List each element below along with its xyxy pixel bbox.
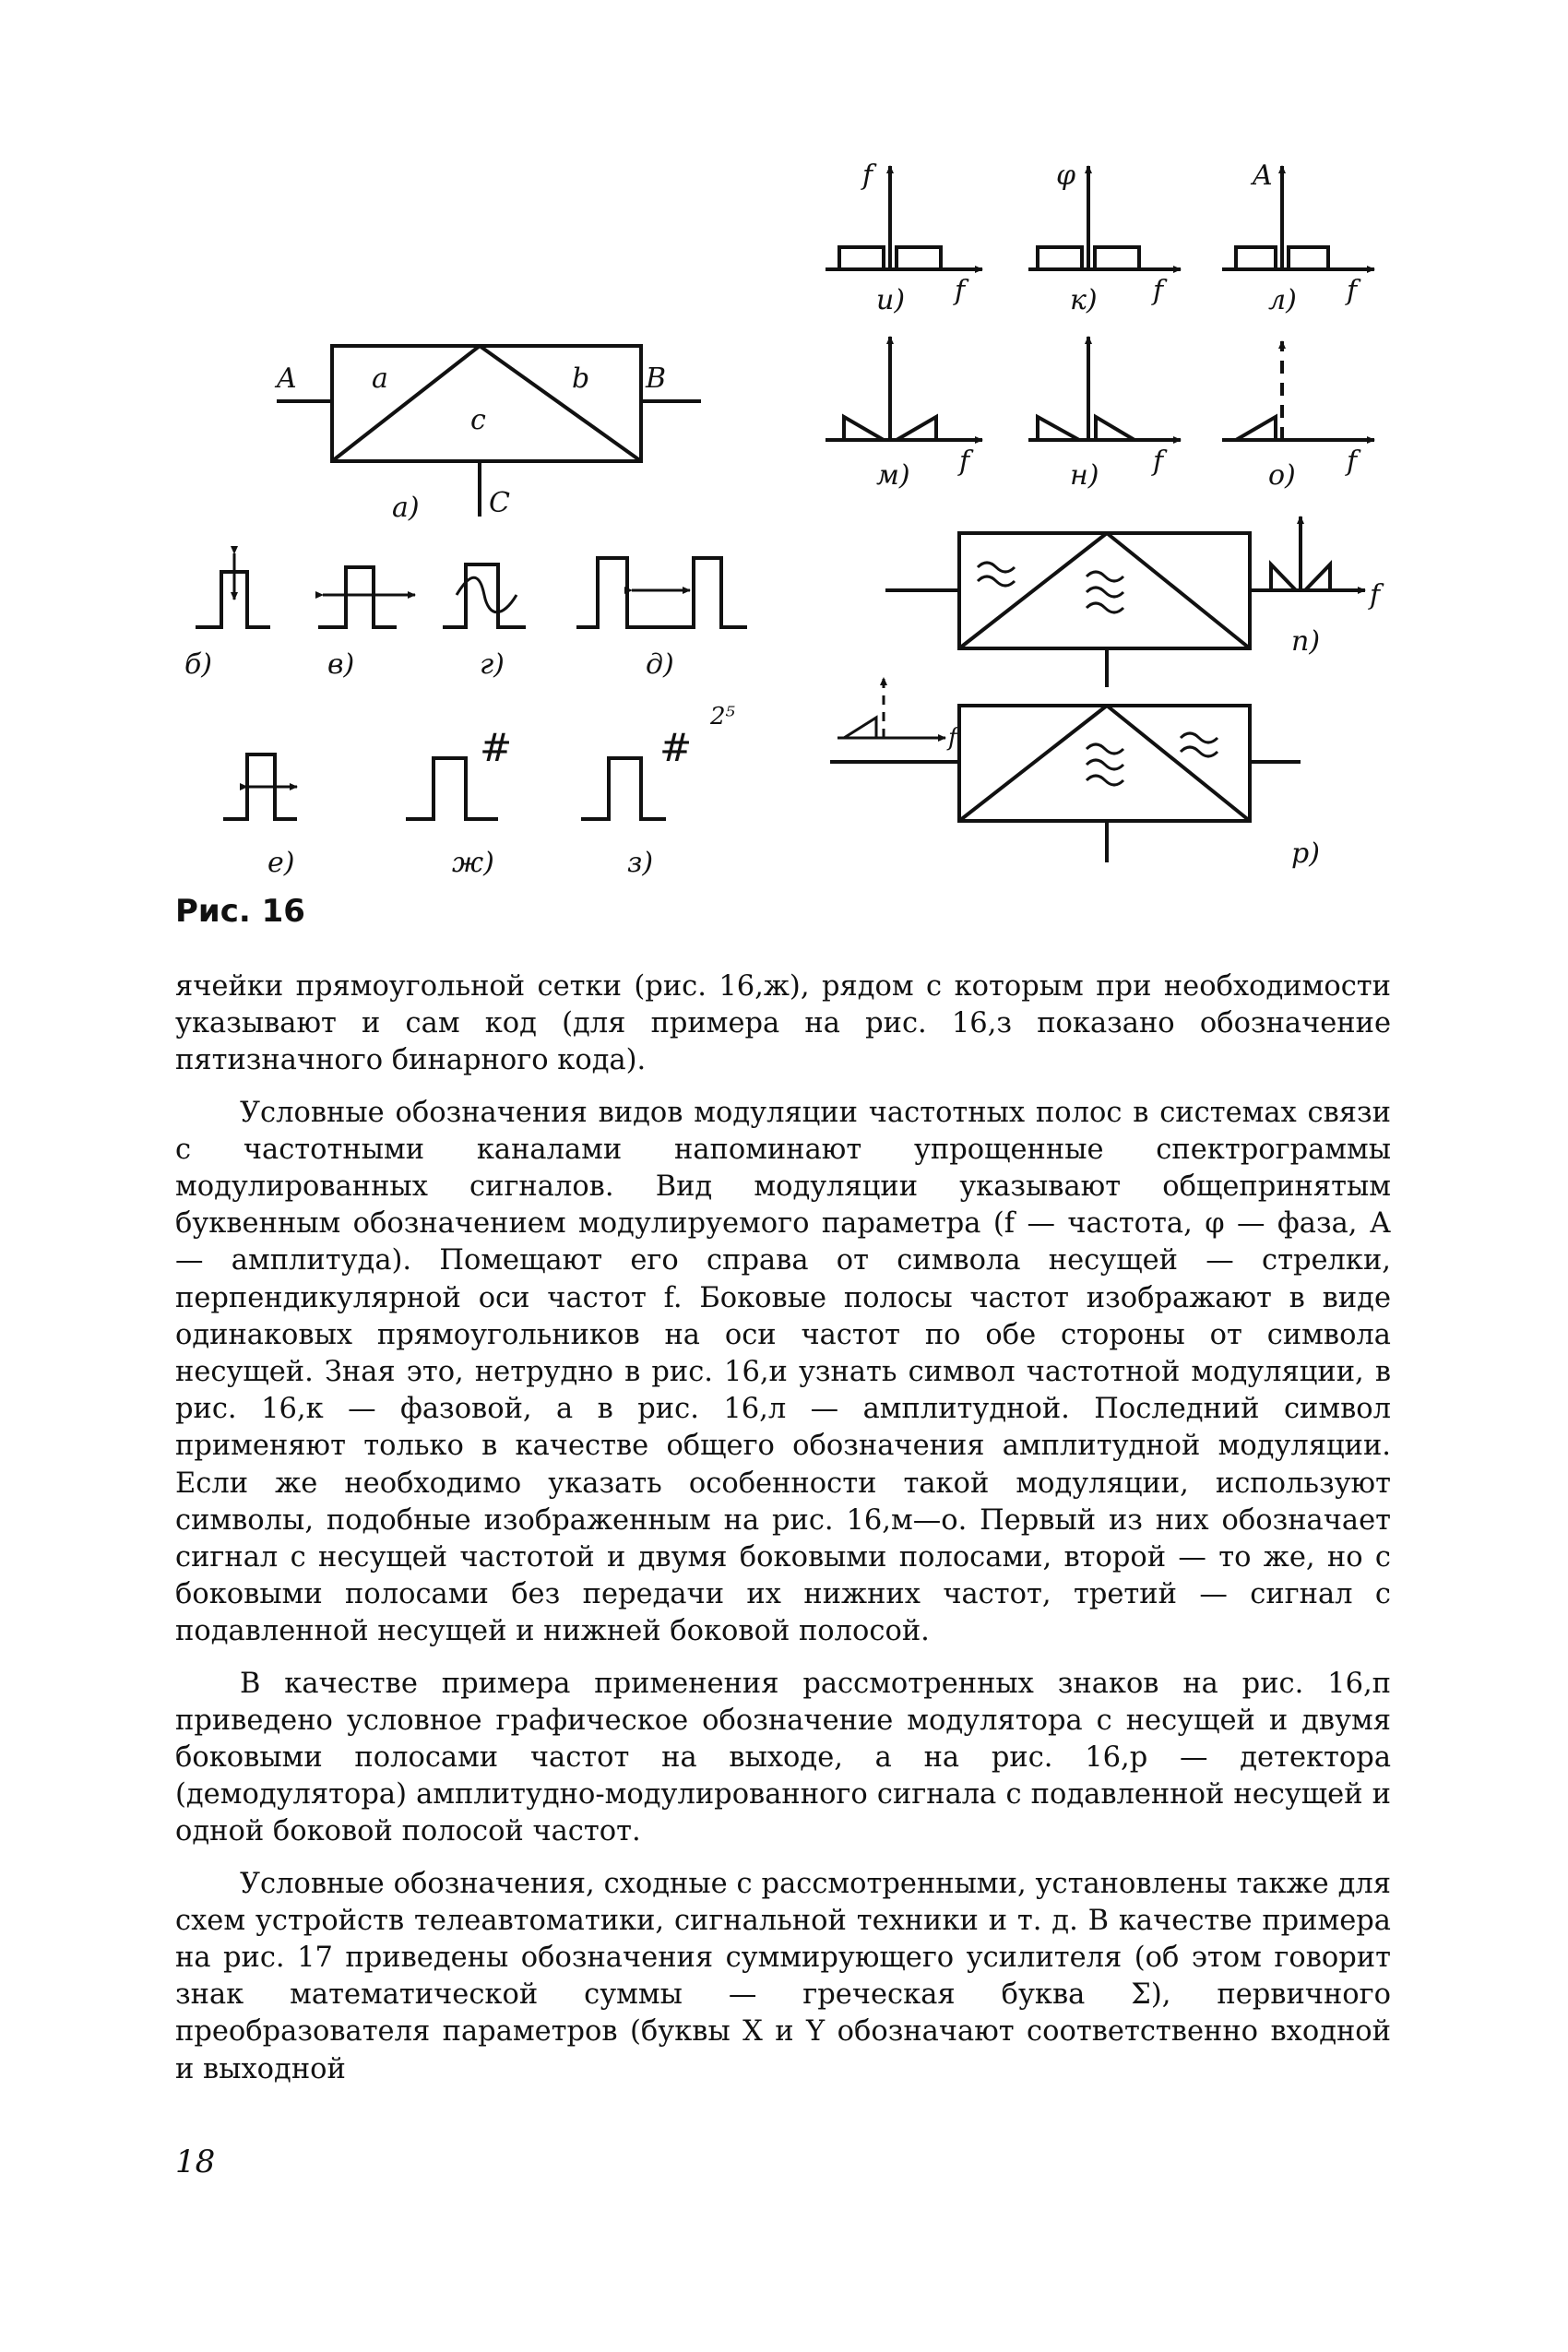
label-v: в) <box>327 648 355 681</box>
pulse-symbol-g <box>443 564 526 627</box>
label-r: р) <box>1291 837 1320 870</box>
spectrum-n <box>1028 337 1181 440</box>
freq-m: f <box>959 445 970 478</box>
detector-block-r <box>830 678 1301 862</box>
figure-caption: Рис. 16 <box>175 893 305 930</box>
label-d: д) <box>646 648 674 681</box>
hash-zh: # <box>480 725 513 770</box>
pulse-symbol-e <box>223 754 297 819</box>
label-in-a: A <box>277 362 297 395</box>
freq-o: f <box>1347 445 1358 478</box>
freq-n: f <box>1153 445 1164 478</box>
page-number: 18 <box>175 2144 216 2180</box>
freq-l: f <box>1347 275 1358 307</box>
figure-16 <box>0 0 1568 950</box>
label-p: п) <box>1291 625 1321 658</box>
label-i: и) <box>876 284 906 316</box>
modulator-block-p <box>885 517 1365 687</box>
label-sec-b: b <box>572 362 590 395</box>
pulse-symbol-b <box>196 553 270 627</box>
paragraph: ячейки прямоугольной сетки (рис. 16,ж), рядом с которым при необходимости указывают и сам код (для примера на рис. 16,з показано обозначение пятизначного бинарного кода). <box>175 970 1391 1077</box>
hash-z: # <box>659 725 693 770</box>
label-in-b: B <box>646 362 667 395</box>
freq-p: f <box>1370 579 1381 612</box>
spectrum-am-l <box>1222 166 1374 269</box>
label-m: м) <box>876 459 910 492</box>
spectrum-o <box>1222 341 1374 440</box>
label-sec-c: c <box>470 404 486 436</box>
label-b: б) <box>184 648 213 681</box>
body-text <box>175 968 1391 2103</box>
label-out-c: C <box>489 487 510 519</box>
pulse-symbol-z <box>581 758 666 819</box>
label-l: л) <box>1268 284 1297 316</box>
label-zh: ж) <box>452 847 494 879</box>
paragraph: Условные обозначения, сходные с рассмотренными, установлены также для схем устройств телеавтоматики, сигнальной техники и т. д. В качестве примера на рис. 17 приведены обозначения суммирующего усилителя (об этом говорит знак математической суммы — греческая буква Σ), первичного преобразователя параметров (буквы X и Y обозначают соответственно входной и выходной <box>175 1867 1391 2085</box>
label-o: о) <box>1268 459 1296 492</box>
label-z: з) <box>627 847 654 879</box>
label-sec-a: a <box>372 362 388 395</box>
freq-i: f <box>955 275 966 307</box>
freq-k: f <box>1153 275 1164 307</box>
axis-phi-k: φ <box>1056 160 1076 192</box>
spectrum-fm-i <box>826 166 982 269</box>
pulse-symbol-d <box>576 558 747 627</box>
axis-a-l: A <box>1253 160 1273 192</box>
label-k: к) <box>1070 284 1098 316</box>
axis-f-i: f <box>862 160 873 192</box>
paragraph: Условные обозначения видов модуляции частотных полос в системах связи с частотными каналами напоминают упрощенные спектрограммы модулированных сигналов. Вид модуляции указывают общепринятым буквенным обозначением модулируемого параметра (f — частота, φ — фаза, А — амплитуда). Помещают его справа от символа несущей — стрелки, перпендикулярной оси частот f. Боковые полосы частот изображают в виде одинаковых прямоугольников на оси частот по обе стороны от символа несущей. Зная это, нетрудно в рис. 16,и узнать символ частотной модуляции, в рис. 16,к — фазовой, а в рис. 16,л — амплитудной. Последний символ применяют только в качестве общего обозначения амплитудной модуляции. Если же необходимо указать особенности такой модуляции, используют символы, подобные изображенным на рис. 16,м—о. Первый из них обозначает сигнал с несущей частотой и двумя боковыми полосами, второй — то же, но с боковыми полосами без передачи их нижних частот, третий — сигнал с подавленной несущей и нижней боковой полосой. <box>175 1096 1391 1648</box>
label-g: г) <box>480 648 505 681</box>
code-power: 2⁵ <box>710 703 735 731</box>
spectrum-m <box>826 337 982 440</box>
freq-r: f <box>948 724 957 752</box>
pulse-symbol-v <box>318 567 415 627</box>
label-a: а) <box>392 492 420 524</box>
paragraph: В качестве примера применения рассмотренных знаков на рис. 16,п приведено условное графическое обозначение модулятора с несущей и двумя боковыми полосами частот на выходе, а на рис. 16,р — детектора (демодулятора) амплитудно-модулированного сигнала с подавленной несущей и одной боковой полосой частот. <box>175 1667 1391 1848</box>
label-e: е) <box>267 847 295 879</box>
spectrum-pm-k <box>1028 166 1181 269</box>
label-n: н) <box>1070 459 1099 492</box>
